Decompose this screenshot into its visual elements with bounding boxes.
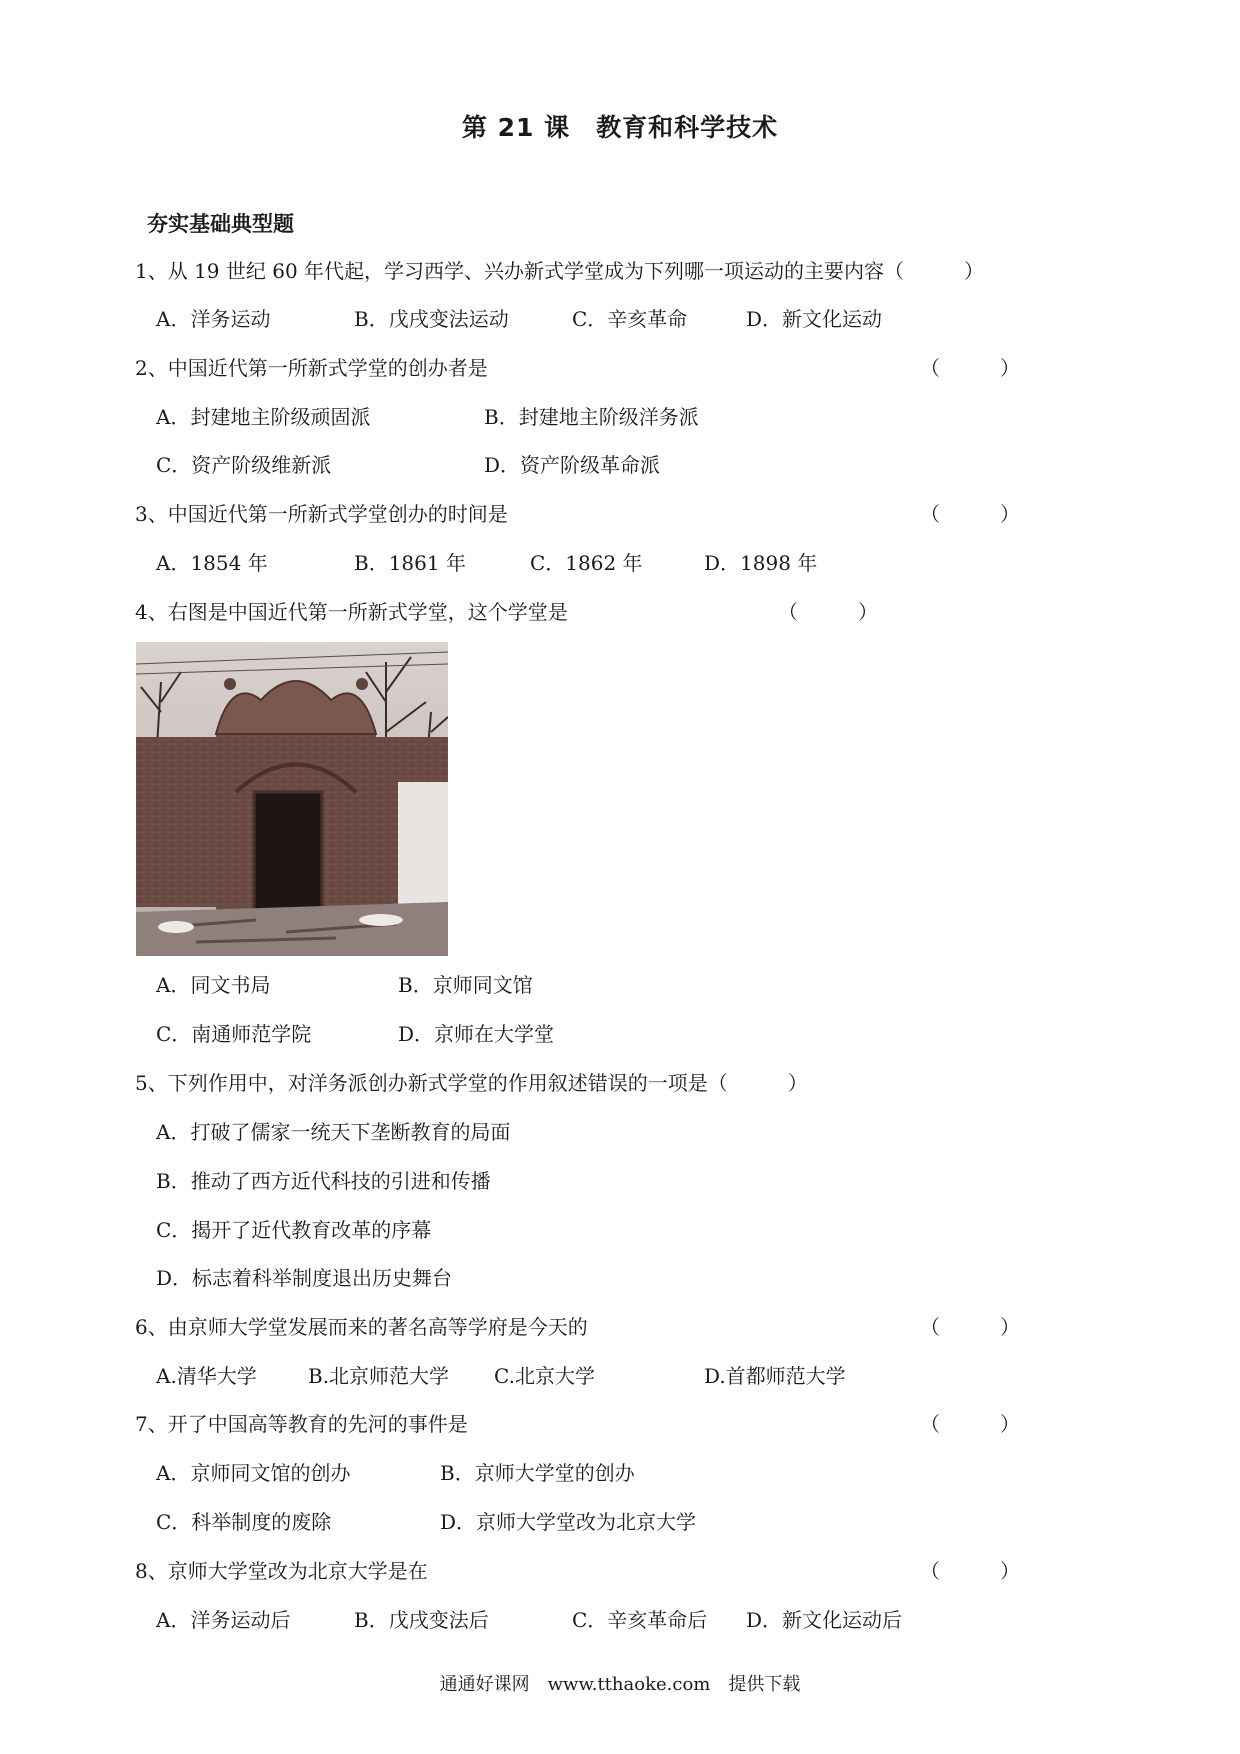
question-2-option-b: B．封建地主阶级洋务派 [484, 405, 699, 429]
question-4-option-d: D．京师在大学堂 [398, 1022, 555, 1046]
question-2-answer-blank: （ ） [920, 356, 1020, 380]
question-4-option-c: C．南通师范学院 [156, 1022, 312, 1046]
question-7-option-c: C．科举制度的废除 [156, 1510, 332, 1534]
question-3-option-b: B．1861 年 [354, 551, 466, 575]
question-7-stem: 7、开了中国高等教育的先河的事件是 [135, 1412, 468, 1436]
question-6-answer-blank: （ ） [920, 1315, 1020, 1339]
question-8-stem: 8、京师大学堂改为北京大学是在 [135, 1559, 428, 1583]
page-title: 第 21 课 教育和科学技术 [461, 113, 779, 142]
question-4-option-b: B．京师同文馆 [398, 973, 533, 997]
question-8-option-d: D．新文化运动后 [746, 1608, 903, 1632]
question-7-answer-blank: （ ） [920, 1412, 1020, 1436]
question-5-option-d: D．标志着科举制度退出历史舞台 [156, 1266, 453, 1290]
question-1-stem: 1、从 19 世纪 60 年代起，学习西学、兴办新式学堂成为下列哪一项运动的主要内容（ ） [135, 259, 985, 283]
question-4-answer-blank: （ ） [778, 600, 878, 624]
question-6-option-c: C.北京大学 [494, 1364, 595, 1388]
question-8-option-a: A．洋务运动后 [156, 1608, 291, 1632]
question-8-option-c: C．辛亥革命后 [572, 1608, 708, 1632]
question-6-option-b: B.北京师范大学 [308, 1364, 450, 1388]
question-1-option-d: D．新文化运动 [746, 307, 883, 331]
question-4-stem: 4、右图是中国近代第一所新式学堂，这个学堂是 [135, 600, 568, 624]
question-1-option-b: B．戊戌变法运动 [354, 307, 509, 331]
question-7-option-d: D．京师大学堂改为北京大学 [440, 1510, 697, 1534]
question-1-option-c: C．辛亥革命 [572, 307, 688, 331]
question-8-option-b: B．戊戌变法后 [354, 1608, 489, 1632]
question-3-option-c: C．1862 年 [530, 551, 643, 575]
question-6-stem: 6、由京师大学堂发展而来的著名高等学府是今天的 [135, 1315, 588, 1339]
school-gate-photo [136, 642, 448, 956]
question-6-option-d: D.首都师范大学 [704, 1364, 846, 1388]
section-heading: 夯实基础典型题 [147, 212, 294, 236]
question-7-option-b: B．京师大学堂的创办 [440, 1461, 635, 1485]
question-5-stem: 5、下列作用中，对洋务派创办新式学堂的作用叙述错误的一项是（ ） [135, 1071, 808, 1095]
question-5-option-b: B．推动了西方近代科技的引进和传播 [156, 1169, 491, 1193]
question-6-option-a: A.清华大学 [156, 1364, 257, 1388]
question-4-option-a: A．同文书局 [156, 973, 271, 997]
question-5-option-c: C．揭开了近代教育改革的序幕 [156, 1218, 432, 1242]
question-2-option-d: D．资产阶级革命派 [484, 453, 661, 477]
question-3-answer-blank: （ ） [920, 502, 1020, 526]
question-3-stem: 3、中国近代第一所新式学堂创办的时间是 [135, 502, 508, 526]
question-7-option-a: A．京师同文馆的创办 [156, 1461, 351, 1485]
question-1-option-a: A．洋务运动 [156, 307, 271, 331]
question-5-option-a: A．打破了儒家一统天下垄断教育的局面 [156, 1120, 511, 1144]
question-8-answer-blank: （ ） [920, 1559, 1020, 1583]
question-3-option-a: A．1854 年 [156, 551, 268, 575]
question-2-option-c: C．资产阶级维新派 [156, 453, 332, 477]
question-2-option-a: A．封建地主阶级顽固派 [156, 405, 371, 429]
page-footer: 通通好课网 www.tthaoke.com 提供下载 [439, 1674, 801, 1695]
question-2-stem: 2、中国近代第一所新式学堂的创办者是 [135, 356, 488, 380]
question-3-option-d: D．1898 年 [704, 551, 818, 575]
